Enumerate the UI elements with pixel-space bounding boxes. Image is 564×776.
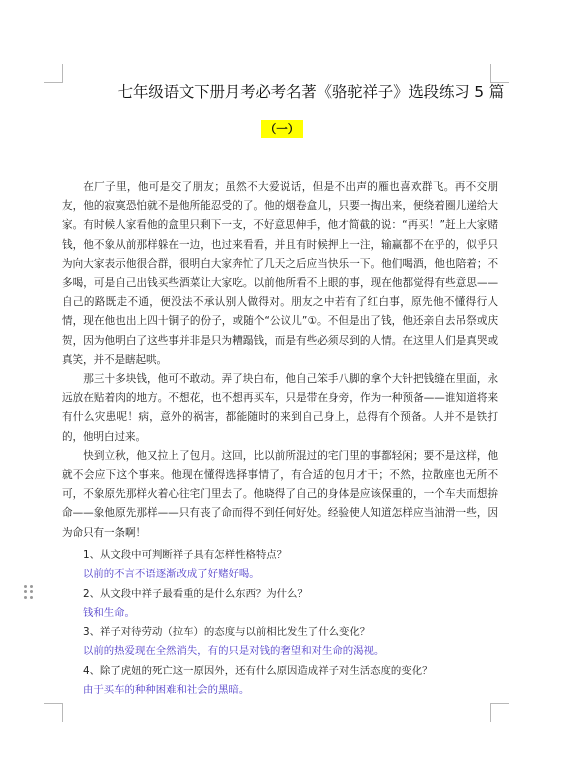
passage-body[interactable]	[62, 178, 498, 543]
crop-mark-bottom-left	[44, 703, 63, 722]
answer-4[interactable]: 由于买车的种种困难和社会的黑暗。	[83, 684, 250, 697]
drag-handle-icon[interactable]	[24, 585, 34, 599]
question-3[interactable]: 3、祥子对待劳动（拉车）的态度与以前相比发生了什么变化？	[83, 626, 371, 639]
question-list	[62, 546, 498, 700]
passage-paragraph-3[interactable]: 快到立秋，他又拉上了包月。这回，比以前所混过的宅门里的事都轻闲；要不是这样，他就不会应下这个事来。他现在懂得选择事情了，有合适的包月才干；不然，拉散座也无所不可，不象原先那样火着心往宅门里去了。他晓得了自己的身体是应该保重的，一个车夫而想拚命——象他原先那样——只有丧了命而得不到任何好处。经验使人知道怎样应当油滑一些，因为命只有一条啊！	[62, 449, 498, 539]
crop-mark-bottom-right	[490, 703, 509, 722]
section-heading-wrap	[0, 118, 564, 138]
section-heading[interactable]: （一）	[261, 120, 304, 138]
question-2[interactable]: 2、从文段中祥子最看重的是什么东西？为什么？	[83, 587, 308, 600]
passage-paragraph-1[interactable]: 在厂子里，他可是交了朋友；虽然不大爱说话，但是不出声的雁也喜欢群飞。再不交朋友，他的寂寞恐怕就不是他所能忍受的了。他的烟卷盒儿，只要一掏出来，便绕着圈儿递给大家。有时候人家看他的盒里只剩下一支，不好意思伸手，他才简截的说：“再买！”赶上大家赌钱，他不象从前那样躲在一边，也过来看看，并且有时候押上一注，输赢都不在乎的，似乎只为向大家表示他很合群，很明白大家奔忙了几天之后应当快乐一下。他们喝酒，他也陪着；不多喝，可是自己出钱买些酒菜让大家吃。以前他所看不上眼的事，现在他都觉得有些意思——自己的路既走不通，便没法不承认别人做得对。朋友之中若有了红白事，原先他不懂得行人情，现在他也出上四十铜子的份子，或随个“公议儿”①。不但是出了钱，他还亲自去吊祭或庆贺，因为他明白了这些事并非是只为糟蹋钱，而是有些必须尽到的人情。在这里人们是真哭或真笑，并不是瞎起哄。	[62, 181, 498, 366]
question-1[interactable]: 1、从文段中可判断祥子具有怎样性格特点？	[83, 549, 288, 561]
passage-paragraph-2[interactable]: 那三十多块钱，他可不敢动。弄了块白布，他自己笨手八脚的拿个大针把钱缝在里面，永远放在贴着肉的地方。不想花，也不想再买车，只是带在身旁，作为一种预备——谁知道将来有什么灾患呢！病，意外的祸害，都能随时的来到自己身上，总得有个预备。人并不是铁打的，他明白过来。	[62, 373, 498, 443]
answer-2[interactable]: 钱和生命。	[83, 606, 135, 619]
document-title[interactable]: 七年级语文下册月考必考名著《骆驼祥子》选段练习 5 篇	[117, 83, 504, 101]
answer-3[interactable]: 以前的热爱现在全然消失，有的只是对钱的奢望和对生命的渴视。	[83, 645, 385, 658]
question-4[interactable]: 4、除了虎妞的死亡这一原因外，还有什么原因造成祥子对生活态度的变化？	[83, 664, 433, 677]
answer-1[interactable]: 以前的不言不语逐渐改成了好赌好喝。	[83, 568, 260, 581]
